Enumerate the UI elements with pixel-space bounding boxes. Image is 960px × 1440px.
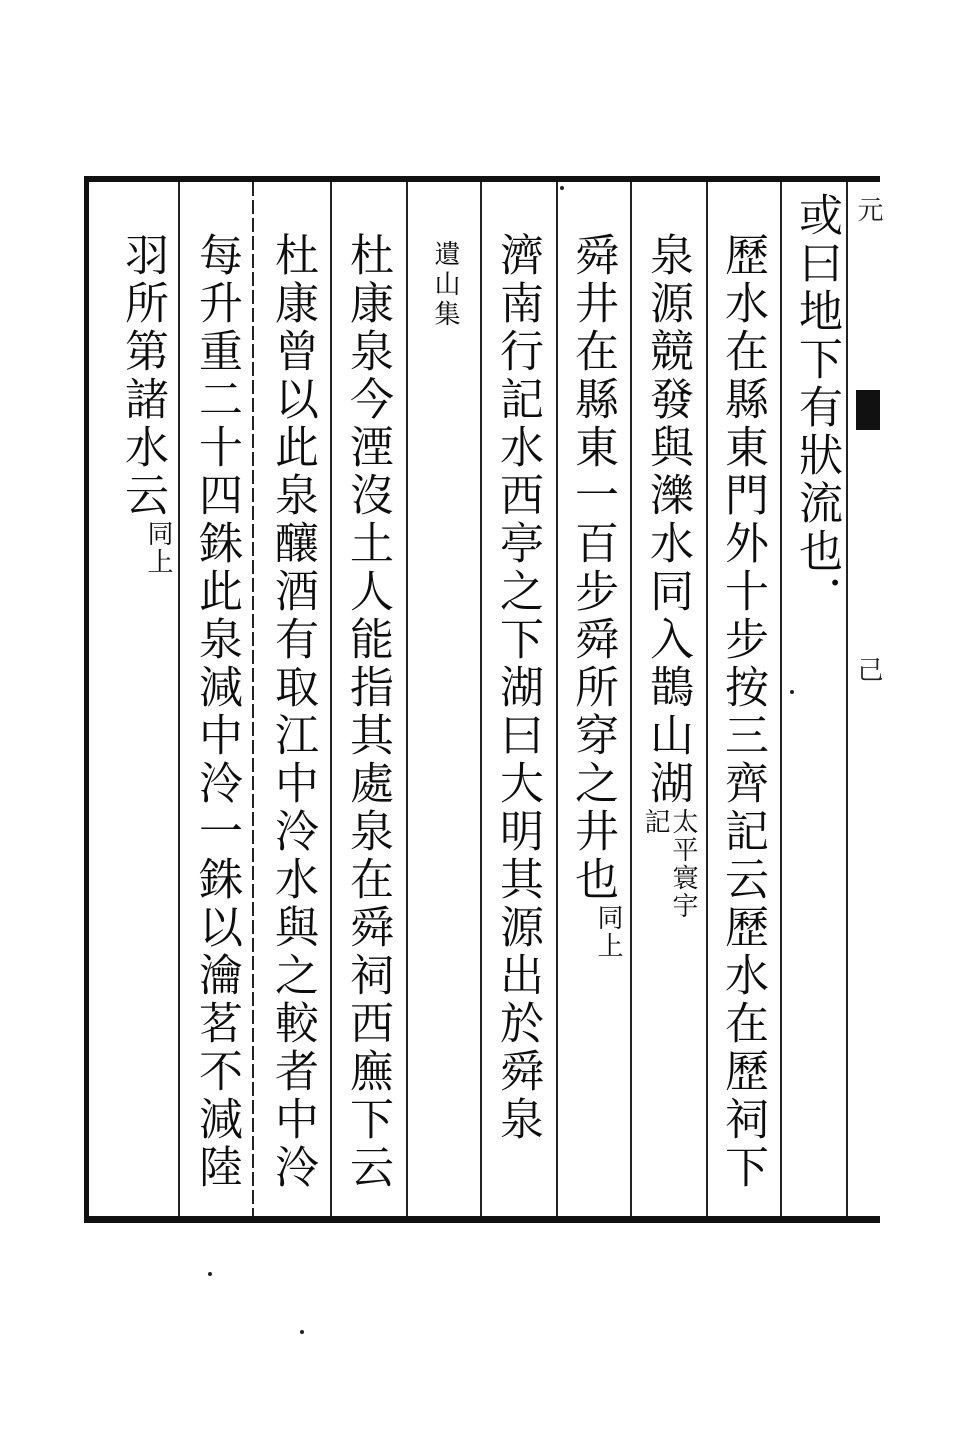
column-text: 杜康泉今湮沒土人能指其處泉在舜祠西廡下云 bbox=[342, 232, 393, 1192]
column-text: 杜康曾以此泉釀酒有取江中泠水與之較者中泠 bbox=[267, 232, 318, 1192]
frame-left-border bbox=[84, 176, 89, 1223]
ink-speck bbox=[560, 186, 564, 190]
column-rule bbox=[330, 182, 332, 1216]
edge-fragment-glyph: 己 bbox=[853, 656, 883, 682]
column-rule bbox=[630, 182, 632, 1216]
note-column-5 bbox=[420, 240, 460, 330]
interlinear-note: 同上 bbox=[593, 904, 623, 960]
text-column-5 bbox=[487, 232, 547, 1144]
column-text: 濟南行記水西亭之下湖曰大明其源出於舜泉 bbox=[492, 232, 543, 1144]
column-rule bbox=[556, 182, 558, 1216]
column-rule bbox=[846, 182, 848, 1216]
column-rule bbox=[480, 182, 482, 1216]
text-column-6 bbox=[337, 232, 397, 1192]
column-text: 泉源競發與濼水同入鵲山湖 bbox=[642, 232, 693, 808]
column-text: 每升重二十四銖此泉減中泠一銖以瀹茗不減陸 bbox=[191, 232, 242, 1192]
column-rule bbox=[252, 182, 254, 1216]
ink-speck bbox=[208, 1272, 212, 1276]
text-column-1 bbox=[786, 192, 846, 624]
column-rule bbox=[406, 182, 408, 1216]
column-rule bbox=[706, 182, 708, 1216]
frame-bottom-border bbox=[84, 1216, 880, 1223]
ink-speck bbox=[790, 690, 794, 694]
column-rule bbox=[178, 182, 180, 1216]
text-column-2 bbox=[712, 232, 772, 1192]
text-column-3 bbox=[637, 232, 697, 928]
frame-top-border bbox=[84, 176, 880, 182]
column-rule bbox=[780, 182, 782, 1216]
text-column-7 bbox=[262, 232, 322, 1192]
column-text: 或曰地下有狀流也． bbox=[791, 192, 842, 624]
text-column-8 bbox=[186, 232, 246, 1192]
edge-fragment-glyph: 元 bbox=[853, 196, 883, 222]
edge-ink-block bbox=[856, 390, 880, 430]
text-column-9 bbox=[112, 232, 172, 640]
interlinear-note: 遺山集 bbox=[430, 240, 460, 330]
interlinear-note: 同上 bbox=[143, 520, 173, 576]
column-text: 羽所第諸水云 bbox=[117, 232, 168, 520]
column-text: 舜井在縣東一百步舜所穿之井也 bbox=[567, 232, 618, 904]
interlinear-note: 太平寰宇記 bbox=[640, 808, 698, 920]
ink-speck bbox=[300, 1330, 304, 1334]
text-column-4 bbox=[562, 232, 622, 1024]
column-text: 歷水在縣東門外十步按三齊記云歷水在歷祠下 bbox=[717, 232, 768, 1192]
